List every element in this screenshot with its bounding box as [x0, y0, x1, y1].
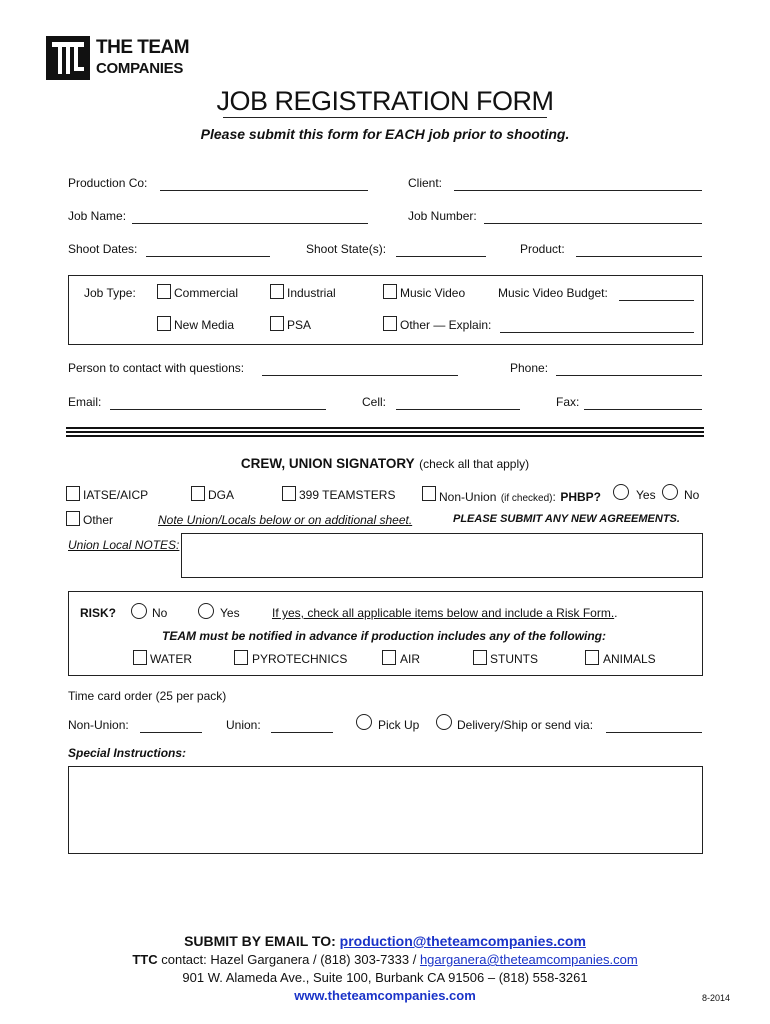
shoot-dates-label: Shoot Dates: — [68, 242, 138, 256]
production-co-field[interactable] — [160, 190, 368, 191]
logo — [46, 36, 190, 82]
non-union-group — [439, 488, 601, 506]
commercial-label: Commercial — [174, 286, 239, 300]
shoot-states-label: Shoot State(s): — [306, 242, 387, 256]
new-media-label: New Media — [174, 318, 235, 332]
cell-field[interactable] — [396, 409, 520, 410]
contact-text: contact: Hazel Garganera / (818) 303-7333 / — [161, 952, 417, 967]
email-field[interactable] — [110, 409, 326, 410]
risk-instruction-period: . — [614, 606, 618, 620]
production-co-label: Production Co: — [68, 176, 148, 190]
phone-field[interactable] — [556, 375, 702, 376]
animals-checkbox[interactable] — [585, 650, 599, 665]
water-checkbox[interactable] — [133, 650, 147, 665]
mv-budget-label: Music Video Budget: — [498, 286, 608, 300]
phbp-yes-label: Yes — [636, 488, 656, 502]
risk-yes-label: Yes — [220, 606, 240, 620]
contact-line — [0, 952, 770, 967]
new-media-checkbox[interactable] — [157, 316, 171, 331]
cell-label: Cell: — [362, 395, 387, 409]
delivery-label: Delivery/Ship or send via: — [457, 718, 594, 732]
crew-other-checkbox[interactable] — [66, 511, 80, 526]
person-contact-field[interactable] — [262, 375, 458, 376]
risk-yes-radio[interactable] — [198, 603, 214, 619]
crew-heading-title: CREW, UNION SIGNATORY — [240, 456, 415, 471]
dga-label: DGA — [208, 488, 235, 502]
tc-union-field[interactable] — [271, 732, 333, 733]
pyro-checkbox[interactable] — [234, 650, 248, 665]
other-checkbox[interactable] — [383, 316, 397, 331]
industrial-checkbox[interactable] — [270, 284, 284, 299]
job-type-label: Job Type: — [84, 286, 136, 300]
contact-email-link[interactable]: hgarganera@theteamcompanies.com — [419, 952, 638, 967]
music-video-label: Music Video — [400, 286, 466, 300]
website-link[interactable]: www.theteamcompanies.com — [294, 988, 476, 1003]
special-instructions-box[interactable] — [68, 766, 703, 854]
mv-budget-field[interactable] — [619, 300, 694, 301]
teamsters-label: 399 TEAMSTERS — [299, 488, 396, 502]
phone-label: Phone: — [510, 361, 549, 375]
submit-email-link[interactable]: production@theteamcompanies.com — [339, 933, 586, 949]
teamsters-checkbox[interactable] — [282, 486, 296, 501]
crew-heading-note: (check all that apply) — [419, 457, 530, 471]
pickup-label: Pick Up — [378, 718, 420, 732]
water-label: WATER — [150, 652, 192, 666]
air-label: AIR — [400, 652, 421, 666]
client-label: Client: — [408, 176, 443, 190]
union-notes-label: Union Local NOTES: — [68, 538, 180, 552]
crew-other-label: Other — [83, 513, 114, 527]
job-number-label: Job Number: — [408, 209, 477, 223]
shoot-dates-field[interactable] — [146, 256, 270, 257]
industrial-label: Industrial — [287, 286, 336, 300]
phbp-no-radio[interactable] — [662, 484, 678, 500]
risk-instruction: If yes, check all applicable items below and include a Risk Form. — [272, 606, 615, 620]
timecard-heading: Time card order (25 per pack) — [68, 689, 227, 703]
tc-non-union-field[interactable] — [140, 732, 202, 733]
risk-no-label: No — [152, 606, 168, 620]
animals-label: ANIMALS — [603, 652, 656, 666]
client-field[interactable] — [454, 190, 702, 191]
phbp-no-label: No — [684, 488, 700, 502]
risk-notice: TEAM must be notified in advance if production includes any of the following: — [162, 629, 607, 643]
psa-checkbox[interactable] — [270, 316, 284, 331]
person-contact-label: Person to contact with questions: — [68, 361, 245, 375]
job-name-label: Job Name: — [68, 209, 127, 223]
submit-agreements-note: PLEASE SUBMIT ANY NEW AGREEMENTS. — [453, 513, 680, 525]
risk-label: RISK? — [80, 606, 116, 620]
non-union-colon: : — [552, 490, 556, 504]
form-date: 8-2014 — [702, 993, 731, 1003]
iatse-label: IATSE/AICP — [83, 488, 149, 502]
section-divider — [66, 427, 704, 437]
phbp-label: PHBP? — [560, 490, 601, 504]
logo-line1: THE TEAM — [96, 37, 190, 58]
page-title: JOB REGISTRATION FORM — [216, 86, 554, 116]
iatse-checkbox[interactable] — [66, 486, 80, 501]
other-explain-field[interactable] — [500, 332, 694, 333]
risk-no-radio[interactable] — [131, 603, 147, 619]
submit-line — [0, 933, 770, 949]
phbp-yes-radio[interactable] — [613, 484, 629, 500]
psa-label: PSA — [287, 318, 312, 332]
fax-label: Fax: — [556, 395, 580, 409]
ttc-label: TTC — [132, 952, 158, 967]
dga-checkbox[interactable] — [191, 486, 205, 501]
crew-heading — [0, 455, 770, 473]
submit-label: SUBMIT BY EMAIL TO: — [184, 933, 336, 949]
air-checkbox[interactable] — [382, 650, 396, 665]
fax-field[interactable] — [584, 409, 702, 410]
other-label: Other — Explain: — [400, 318, 492, 332]
pyro-label: PYROTECHNICS — [252, 652, 348, 666]
ttc-logo-icon — [46, 36, 90, 80]
if-checked-note: (if checked) — [500, 493, 553, 504]
title-underline — [223, 117, 547, 118]
union-notes-box[interactable] — [181, 533, 703, 578]
special-instructions-label: Special Instructions: — [68, 746, 187, 760]
non-union-label: Non-Union — [439, 490, 497, 504]
tc-union-label: Union: — [226, 718, 261, 732]
address-line: 901 W. Alameda Ave., Suite 100, Burbank CA 91506 – (818) 558-3261 — [182, 970, 588, 985]
union-note: Note Union/Locals below or on additional sheet. — [158, 513, 413, 527]
email-label: Email: — [68, 395, 102, 409]
non-union-checkbox[interactable] — [422, 486, 436, 501]
commercial-checkbox[interactable] — [157, 284, 171, 299]
product-label: Product: — [520, 242, 565, 256]
stunts-checkbox[interactable] — [473, 650, 487, 665]
page-subtitle: Please submit this form for EACH job prior to shooting. — [200, 126, 570, 142]
product-field[interactable] — [576, 256, 702, 257]
delivery-field[interactable] — [606, 732, 702, 733]
delivery-radio[interactable] — [436, 714, 452, 730]
shoot-states-field[interactable] — [396, 256, 486, 257]
risk-instruction-group — [272, 606, 618, 620]
pickup-radio[interactable] — [356, 714, 372, 730]
job-number-field[interactable] — [484, 223, 702, 224]
music-video-checkbox[interactable] — [383, 284, 397, 299]
job-name-field[interactable] — [132, 223, 368, 224]
stunts-label: STUNTS — [490, 652, 538, 666]
logo-line2: COMPANIES — [96, 60, 184, 77]
tc-non-union-label: Non-Union: — [68, 718, 129, 732]
